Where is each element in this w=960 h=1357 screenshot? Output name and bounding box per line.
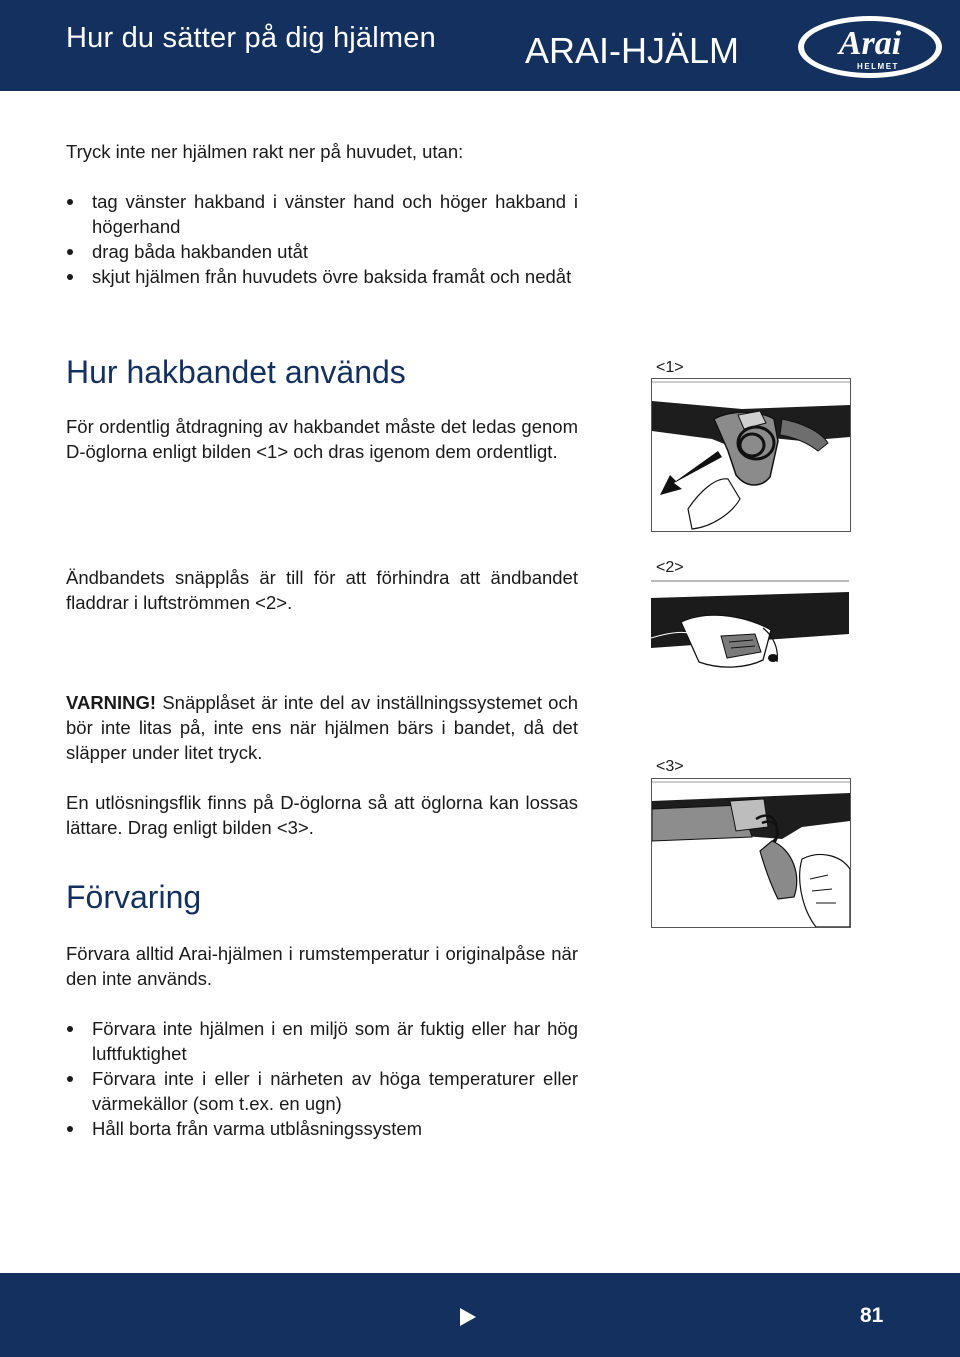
list-item: tag vänster hakband i vänster hand och höger hakband i högerhand (66, 189, 578, 239)
bullet-icon (67, 274, 73, 280)
figure-3-release-tab-illustration (651, 778, 851, 928)
storage-bullet-list (66, 1016, 578, 1141)
intro-bullet-list (66, 189, 578, 289)
logo-subtext: HELMET (857, 62, 899, 71)
figure-1-label: <1> (656, 359, 684, 376)
warning-text: Snäpplåset är inte del av inställningssystemet och bör inte litas på, inte ens när hjälmen bärs i bandet, då det släpper under litet tryck. (66, 692, 578, 763)
figure-2-snap-lock-illustration (651, 578, 849, 680)
figure-3-label: <3> (656, 758, 684, 775)
chinstrap-paragraph-2: Ändbandets snäpplås är till för att förhindra att ändbandet fladdrar i luftströmmen <2>. (66, 567, 578, 613)
logo-wordmark: Arai (838, 25, 902, 62)
chinstrap-paragraph-1: För ordentlig åtdragning av hakbandet måste det ledas genom D-öglorna enligt bilden <1> och dras igenom dem ordentligt. (66, 416, 578, 462)
list-item: drag båda hakbanden utåt (66, 239, 578, 264)
bullet-icon (67, 1026, 73, 1032)
page-footer (0, 1273, 960, 1357)
page-title: Hur du sätter på dig hjälmen (66, 22, 436, 54)
figure-1-d-ring-illustration (651, 378, 851, 532)
figure-2-label: <2> (656, 559, 684, 576)
list-item: Förvara inte i eller i närheten av höga temperaturer eller värmekällor (som t.ex. en ugn) (66, 1066, 578, 1116)
page-number: 81 (860, 1304, 884, 1327)
section-heading-chinstrap: Hur hakbandet används (66, 354, 406, 390)
intro-text: Tryck inte ner hjälmen rakt ner på huvudet, utan: (66, 141, 464, 162)
warning-paragraph (66, 690, 578, 765)
section-heading-storage: Förvaring (66, 879, 202, 915)
next-arrow-icon (460, 1308, 476, 1326)
list-item: Förvara inte hjälmen i en miljö som är fuktig eller har hög luftfuktighet (66, 1016, 578, 1066)
bullet-icon (67, 1076, 73, 1082)
warning-label: VARNING! (66, 692, 157, 713)
storage-paragraph: Förvara alltid Arai-hjälmen i rumstemperatur i originalpåse när den inte används. (66, 943, 578, 989)
arai-logo (796, 14, 944, 80)
list-item: Håll borta från varma utblåsningssystem (66, 1116, 578, 1141)
brand-title: ARAI-HJÄLM (525, 30, 740, 71)
bullet-icon (67, 199, 73, 205)
chinstrap-paragraph-3: En utlösningsflik finns på D-öglorna så att öglorna kan lossas lättare. Drag enligt bilden <3>. (66, 792, 578, 838)
bullet-icon (67, 1126, 73, 1132)
bullet-icon (67, 249, 73, 255)
list-item: skjut hjälmen från huvudets övre baksida framåt och nedåt (66, 264, 578, 289)
page-header (0, 0, 960, 91)
